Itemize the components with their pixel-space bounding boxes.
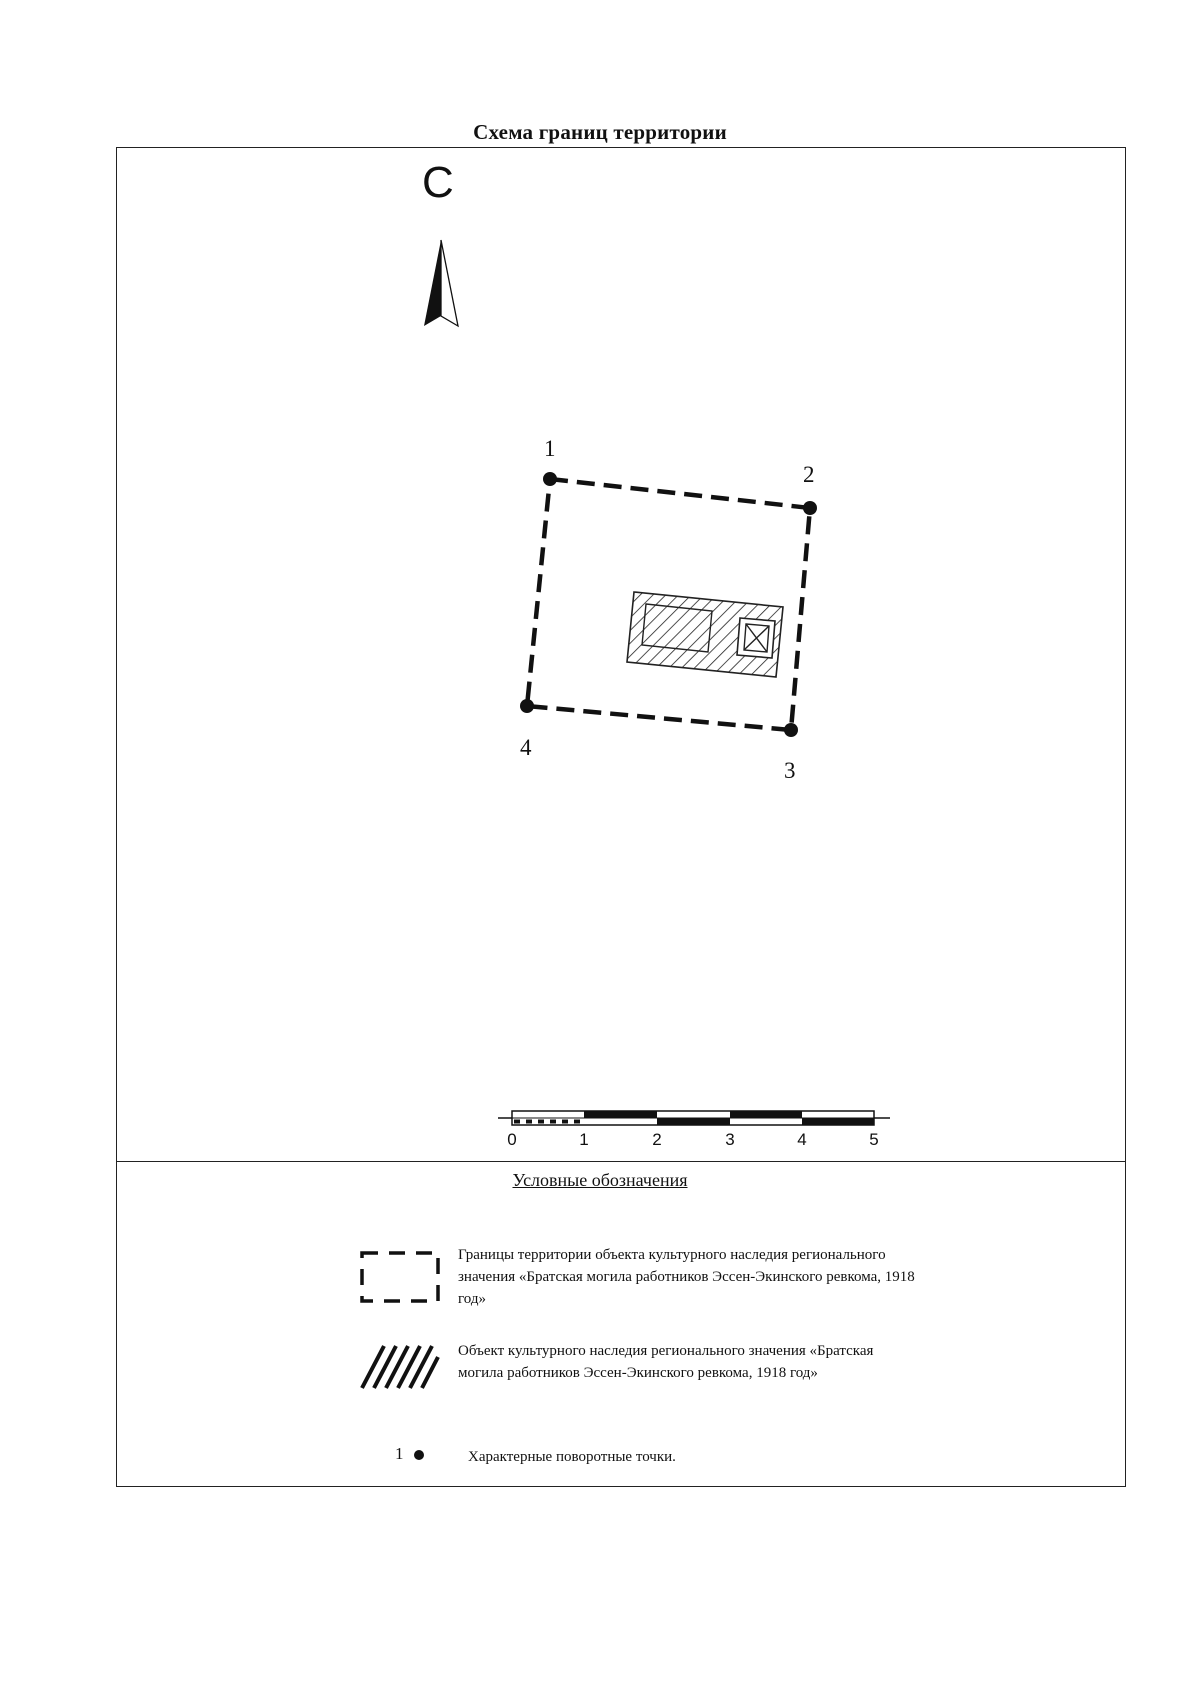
north-letter: С (422, 158, 454, 207)
scale-label-5: 5 (869, 1130, 879, 1149)
point-label-4: 4 (520, 735, 532, 760)
legend-object-text: Объект культурного наследия регионального значения «Братская могила работников Эссен-Экинского ревкома, 1918 год» (458, 1343, 874, 1381)
scale-bar (498, 1111, 890, 1125)
turning-point-2 (803, 501, 817, 515)
scale-label-1: 1 (579, 1130, 589, 1149)
legend-point-text: Характерные поворотные точки. (468, 1449, 676, 1465)
legend-hatch-symbol (362, 1346, 438, 1388)
scale-label-0: 0 (507, 1130, 517, 1149)
legend-point-symbol (414, 1450, 424, 1460)
north-arrow-icon (424, 240, 458, 326)
scale-label-3: 3 (725, 1130, 735, 1149)
scale-label-2: 2 (652, 1130, 662, 1149)
legend-boundary-text: Границы территории объекта культурного наследия регионального значения «Братская могила работников Эссен-Экинского ревкома, 1918 год» (458, 1247, 915, 1307)
point-label-1: 1 (544, 436, 556, 461)
legend-title: Условные обозначения (512, 1170, 688, 1190)
point-label-2: 2 (803, 462, 815, 487)
turning-point-1 (543, 472, 557, 486)
map-title: Схема границ территории (473, 120, 727, 144)
legend-point-number: 1 (395, 1444, 404, 1463)
scale-label-4: 4 (797, 1130, 807, 1149)
heritage-object (627, 592, 783, 677)
point-label-3: 3 (784, 758, 796, 783)
turning-point-3 (784, 723, 798, 737)
turning-point-4 (520, 699, 534, 713)
legend-boundary-symbol (362, 1253, 438, 1301)
